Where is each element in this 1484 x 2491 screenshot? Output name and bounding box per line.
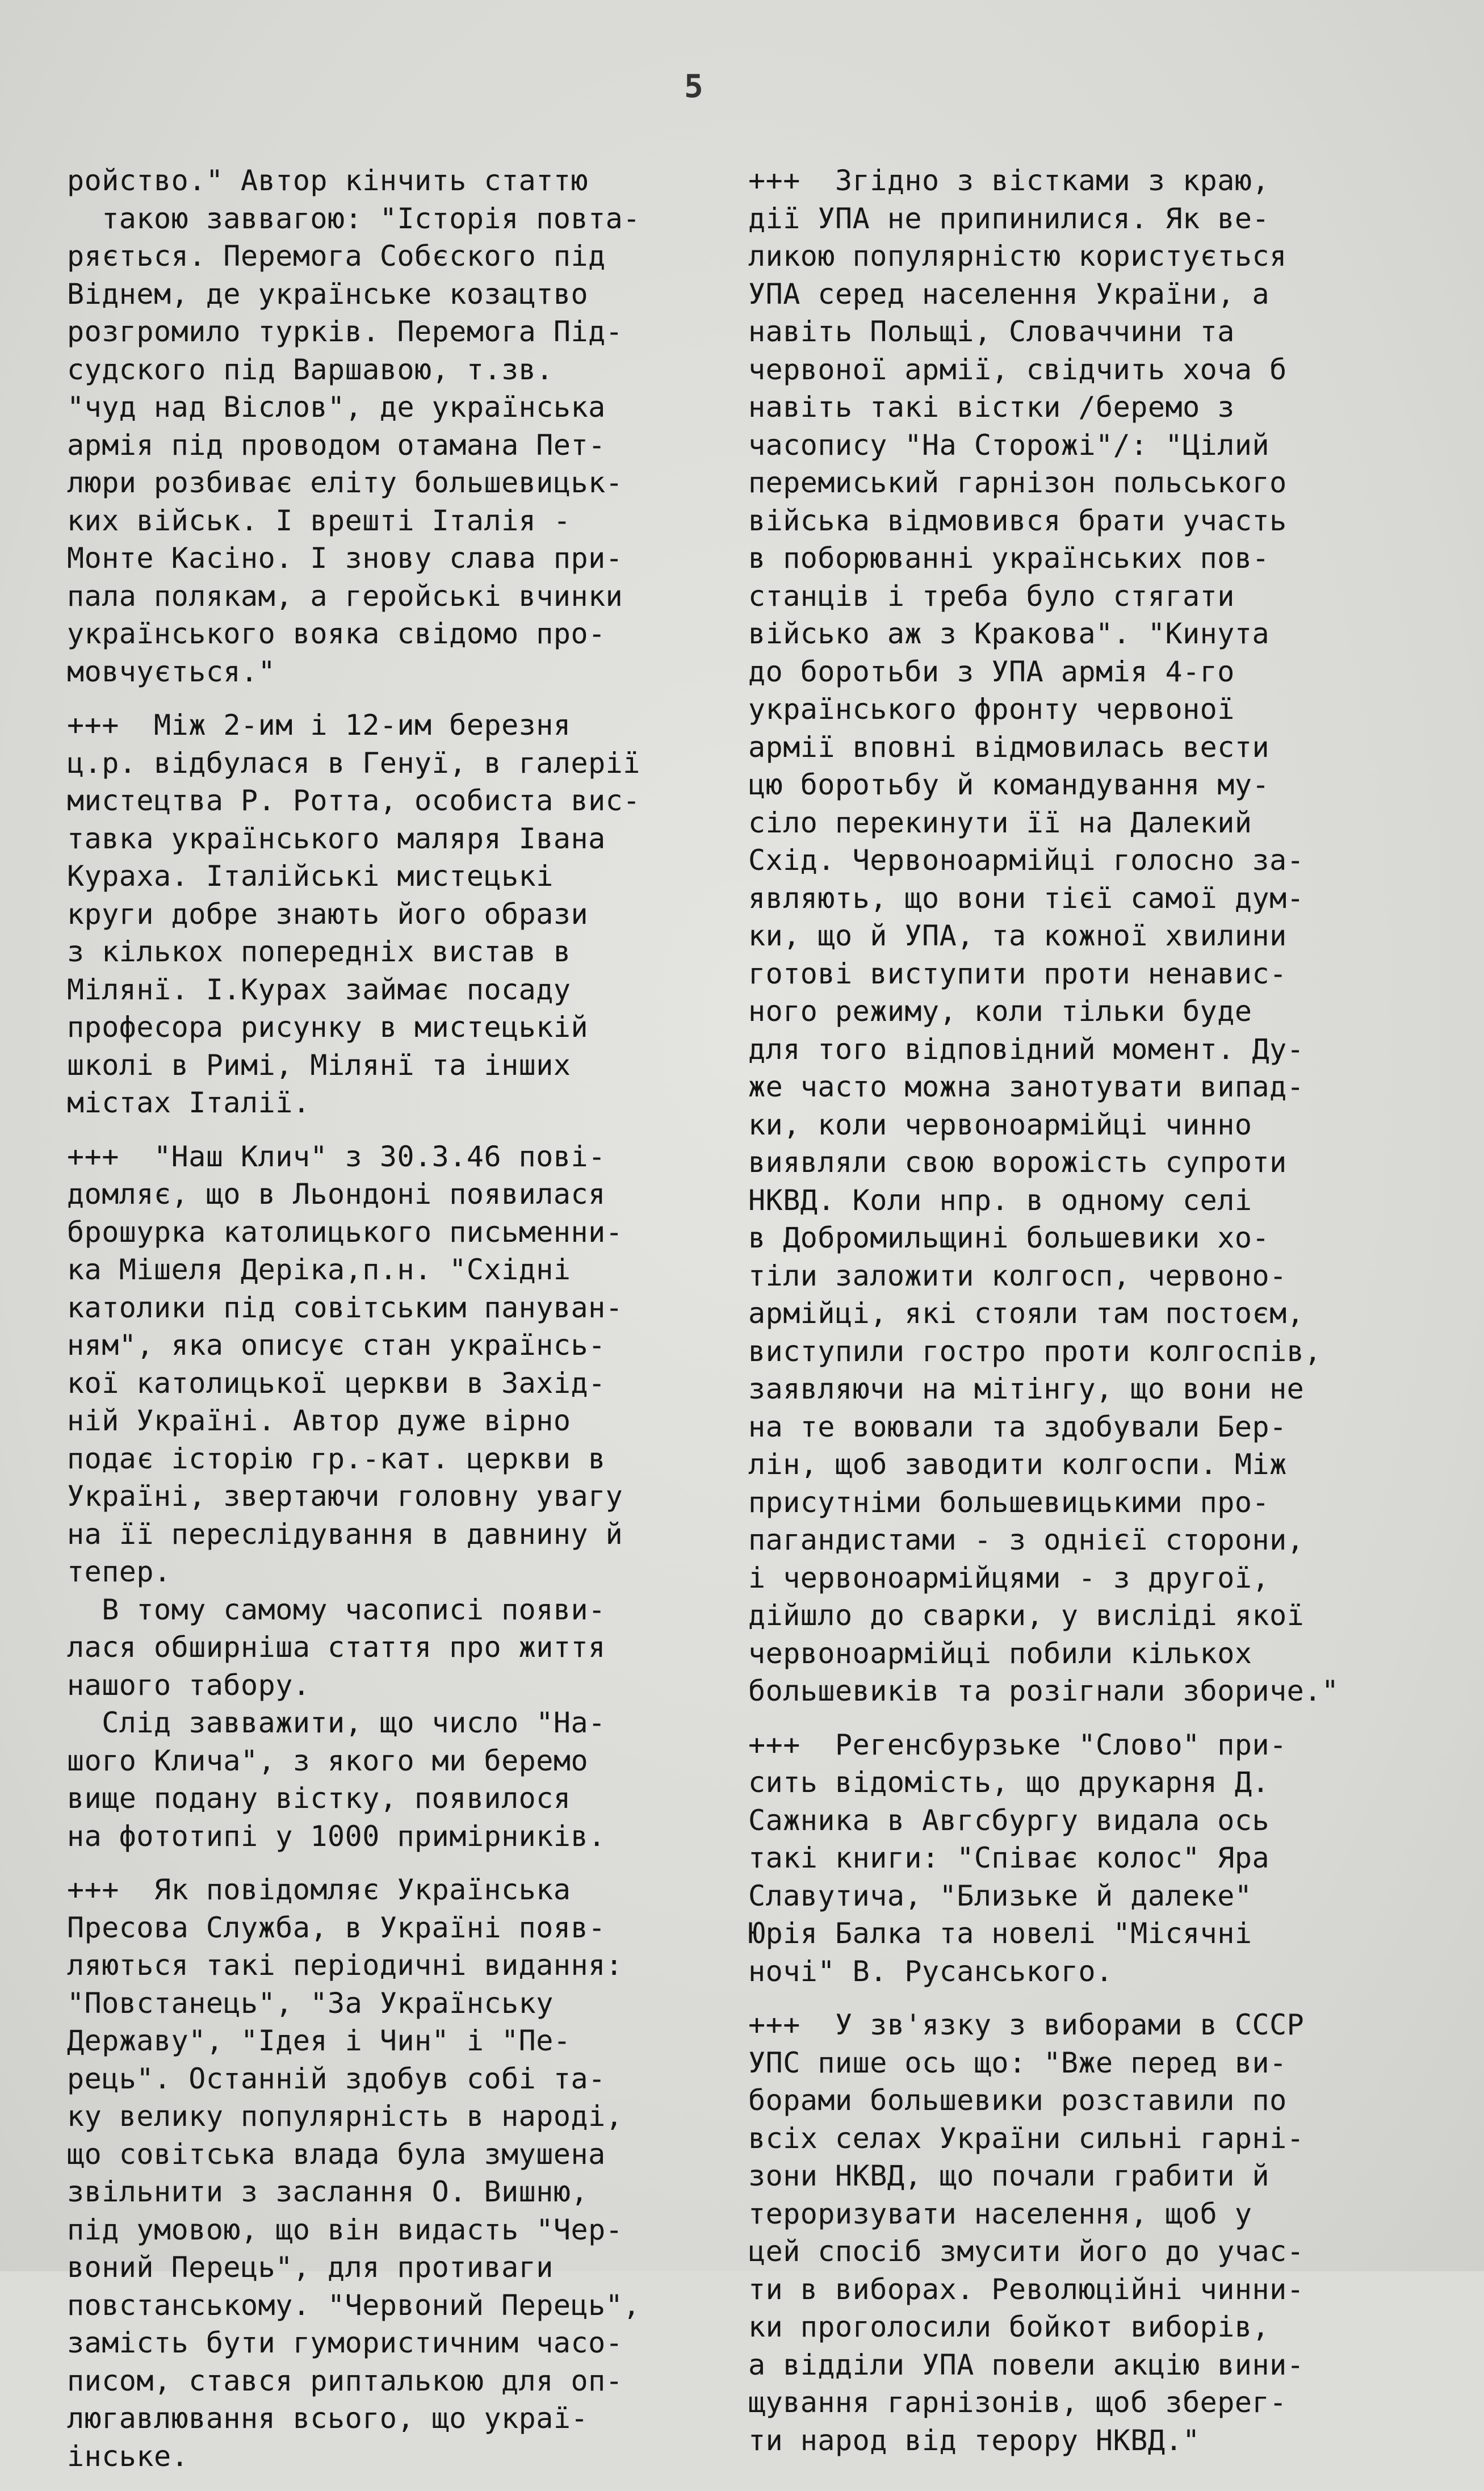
text-line: ряється. Перемога Собєского під — [67, 240, 606, 273]
text-line: ка Мішеля Деріка,п.н. "Східні — [67, 1253, 571, 1286]
news-paragraph — [67, 706, 709, 1122]
text-line: +++ Між 2-им і 12-им березня — [67, 709, 571, 742]
text-line: інське. — [67, 2439, 189, 2473]
text-line: армії вповні відмовилась вести — [748, 730, 1270, 764]
text-line: в поборюванні українських пов- — [748, 542, 1270, 575]
text-line: НКВД. Коли нпр. в одному селі — [748, 1183, 1252, 1217]
text-line: такою заввагою: "Історія повта- — [67, 202, 640, 235]
text-line: +++ У зв'язку з виборами в СССР — [748, 2008, 1305, 2041]
text-line: вище подану вістку, появилося — [67, 1782, 571, 1815]
text-line: ки, коли червоноармійці чинно — [748, 1108, 1252, 1141]
text-line: пала полякам, а геройські вчинки — [67, 579, 623, 613]
text-line: "Повстанець", "За Українську — [67, 1986, 554, 2020]
text-line: брошурка католицького письменни- — [67, 1215, 623, 1249]
text-line: зони НКВД, що почали грабити й — [748, 2159, 1270, 2192]
text-line: армія під проводом отамана Пет- — [67, 428, 606, 462]
text-line: ликою популярністю користується — [748, 240, 1287, 273]
text-line: ням", яка описує стан українсь- — [67, 1329, 606, 1362]
text-line: являють, що вони тієї самої дум- — [748, 881, 1305, 915]
text-line: Державу", "Ідея і Чин" і "Пе- — [67, 2024, 571, 2057]
text-line: "чуд над Віслов", де українська — [67, 391, 606, 424]
text-line: цей спосіб змусити його до учас- — [748, 2235, 1305, 2268]
text-line: а відділи УПА повели акцію вини- — [748, 2348, 1305, 2381]
text-line: війська відмовився брати участь — [748, 504, 1287, 537]
text-line: ку велику популярність в народі, — [67, 2100, 623, 2133]
text-line: щування гарнізонів, щоб зберег- — [748, 2386, 1287, 2419]
text-line: готові виступити проти ненавис- — [748, 957, 1287, 990]
text-line: В тому самому часописі появи- — [67, 1593, 606, 1626]
text-line: круги добре знають його образи — [67, 897, 589, 931]
news-paragraph — [67, 1138, 709, 1856]
text-line: борами большевики розставили по — [748, 2084, 1287, 2117]
text-line: кої католицької церкви в Захід- — [67, 1366, 606, 1400]
text-line: сіло перекинути її на Далекий — [748, 806, 1252, 839]
text-line: Віднем, де українське козацтво — [67, 277, 589, 311]
text-line: Пресова Служба, в Україні появ- — [67, 1911, 606, 1944]
text-line: рець". Останній здобув собі та- — [67, 2062, 606, 2095]
text-line: писом, стався рипталькою для оп- — [67, 2364, 623, 2397]
text-line: часопису "На Сторожі"/: "Цілий — [748, 428, 1270, 462]
text-line: виявляли свою ворожість супроти — [748, 1146, 1287, 1179]
text-line: червоноармійці побили кількох — [748, 1636, 1252, 1670]
text-line: заявляючи на мітінгу, що вони не — [748, 1372, 1305, 1405]
text-line: такі книги: "Співає колос" Яра — [748, 1841, 1270, 1874]
text-line: ки, що й УПА, та кожної хвилини — [748, 919, 1287, 952]
text-line: дії УПА не припинилися. Як ве- — [748, 202, 1270, 235]
text-line: дійшло до сварки, у висліді якої — [748, 1599, 1305, 1632]
news-paragraph — [748, 162, 1435, 1710]
page-number-mark: 5 — [684, 68, 703, 105]
text-line: і червоноармійцями - з другої, — [748, 1561, 1270, 1594]
text-line: професора рисунку в мистецькій — [67, 1011, 589, 1044]
text-line: +++ Регенсбурзьке "Слово" при- — [748, 1728, 1287, 1761]
text-line: Слід завважити, що число "На- — [67, 1706, 606, 1739]
text-line: ляються такі періодичні видання: — [67, 1949, 623, 1982]
right-column — [748, 162, 1435, 2475]
left-column — [67, 162, 709, 2491]
text-line: цю боротьбу й командування му- — [748, 768, 1270, 801]
text-line: ти народ від терору НКВД." — [748, 2423, 1200, 2457]
news-paragraph — [67, 162, 709, 690]
text-line: ки проголосили бойкот виборів, — [748, 2310, 1270, 2343]
news-paragraph — [748, 2006, 1435, 2459]
text-line: навіть Польщі, Словаччини та — [748, 315, 1235, 348]
text-line: ц.р. відбулася в Генуї, в галерії — [67, 746, 640, 780]
text-line: ночі" В. Русанського. — [748, 1954, 1113, 1988]
text-line: станців і треба було стягати — [748, 579, 1235, 613]
text-line: Україні, звертаючи головну увагу — [67, 1480, 623, 1513]
text-line: під умовою, що він видасть "Чер- — [67, 2213, 623, 2246]
text-line: в Добромильщині большевики хо- — [748, 1221, 1270, 1254]
text-line: червоної армії, свідчить хоча б — [748, 353, 1287, 386]
news-paragraph — [748, 1726, 1435, 1991]
text-line: тіли заложити колгосп, червоно- — [748, 1259, 1287, 1292]
text-line: Мілянї. І.Курах займає посаду — [67, 973, 571, 1006]
text-line: розгромило турків. Перемога Під- — [67, 315, 623, 348]
text-line: Схід. Червоноармійці голосно за- — [748, 844, 1305, 877]
text-line: воний Перець", для противаги — [67, 2251, 554, 2284]
text-line: католики під совітським пануван- — [67, 1291, 623, 1324]
text-line: люри розбиває еліту большевицьк- — [67, 466, 623, 499]
text-line: до боротьби з УПА армія 4-го — [748, 655, 1235, 688]
text-line: замість бути гумористичним часо- — [67, 2326, 623, 2359]
text-line: судского під Варшавою, т.зв. — [67, 353, 554, 386]
text-line: звільнити з заслання О. Вишню, — [67, 2175, 589, 2208]
text-line: виступили гостро проти колгоспів, — [748, 1334, 1322, 1368]
text-line: військо аж з Кракова". "Кинута — [748, 617, 1270, 650]
text-line: тавка українського маляря Івана — [67, 822, 606, 855]
text-line: на те воювали та здобували Бер- — [748, 1410, 1287, 1443]
text-line: українського вояка свідомо про- — [67, 617, 606, 650]
text-line: домляє, що в Льондоні появилася — [67, 1178, 606, 1211]
text-line: мовчується." — [67, 655, 276, 688]
text-line: повстанському. "Червоний Перець", — [67, 2288, 640, 2322]
text-line: ного режиму, коли тільки буде — [748, 995, 1252, 1028]
text-line: тепер. — [67, 1555, 171, 1588]
text-line: містах Італії. — [67, 1086, 311, 1119]
text-line: Сажника в Авгсбургу видала ось — [748, 1803, 1270, 1837]
text-line: лася обширніша стаття про життя — [67, 1631, 606, 1664]
text-line: +++ Як повідомляє Українська — [67, 1873, 571, 1906]
text-line: шого Клича", з якого ми беремо — [67, 1744, 589, 1777]
text-line: +++ "Наш Клич" з 30.3.46 пові- — [67, 1140, 606, 1173]
text-line: присутніми большевицькими про- — [748, 1485, 1270, 1519]
text-line: з кількох попередніх вистав в — [67, 935, 571, 968]
text-line: перемиський гарнізон польського — [748, 466, 1287, 499]
text-line: Монте Касіно. І знову слава при- — [67, 542, 623, 575]
text-line: ти в виборах. Революційні чинни- — [748, 2272, 1305, 2306]
text-line: армійці, які стояли там постоєм, — [748, 1297, 1305, 1330]
text-line: українського фронту червоної — [748, 693, 1235, 726]
text-line: Славутича, "Близьке й далеке" — [748, 1879, 1252, 1912]
text-line: нашого табору. — [67, 1668, 311, 1702]
text-line: ройство." Автор кінчить статтю — [67, 164, 589, 197]
text-line: для того відповідний момент. Ду- — [748, 1032, 1305, 1066]
text-line: +++ Згідно з вістками з краю, — [748, 164, 1270, 197]
text-line: ній Україні. Автор дуже вірно — [67, 1404, 571, 1437]
text-line: школі в Римі, Мілянї та інших — [67, 1048, 571, 1082]
text-line: що совітська влада була змушена — [67, 2137, 606, 2171]
text-line: Юрія Балка та новелі "Місячні — [748, 1917, 1252, 1950]
text-line: подає історію гр.-кат. церкви в — [67, 1442, 606, 1475]
text-line: лін, щоб заводити колгоспи. Між — [748, 1448, 1287, 1481]
news-paragraph — [67, 1871, 709, 2475]
text-line: тероризувати населення, щоб у — [748, 2197, 1252, 2230]
text-line: УПА серед населення України, а — [748, 277, 1270, 311]
text-line: Кураха. Італійські мистецькі — [67, 860, 554, 893]
text-line: пагандистами - з однієї сторони, — [748, 1523, 1305, 1556]
text-line: люгавлювання всього, що украї- — [67, 2402, 589, 2435]
text-line: всіх селах України сильні гарні- — [748, 2121, 1305, 2155]
text-line: ких військ. І врешті Італія - — [67, 504, 571, 537]
text-line: сить відомість, що друкарня Д. — [748, 1766, 1270, 1799]
text-line: мистецтва Р. Ротта, особиста вис- — [67, 784, 640, 817]
text-line: на фототипі у 1000 примірників. — [67, 1819, 606, 1853]
text-line: навіть такі вістки /беремо з — [748, 391, 1235, 424]
text-line: большевиків та розігнали збориче." — [748, 1674, 1339, 1707]
text-line: УПС пише ось що: "Вже перед ви- — [748, 2046, 1287, 2079]
text-line: же часто можна занотувати випад- — [748, 1070, 1305, 1103]
text-line: на її переслідування в давнину й — [67, 1517, 623, 1551]
